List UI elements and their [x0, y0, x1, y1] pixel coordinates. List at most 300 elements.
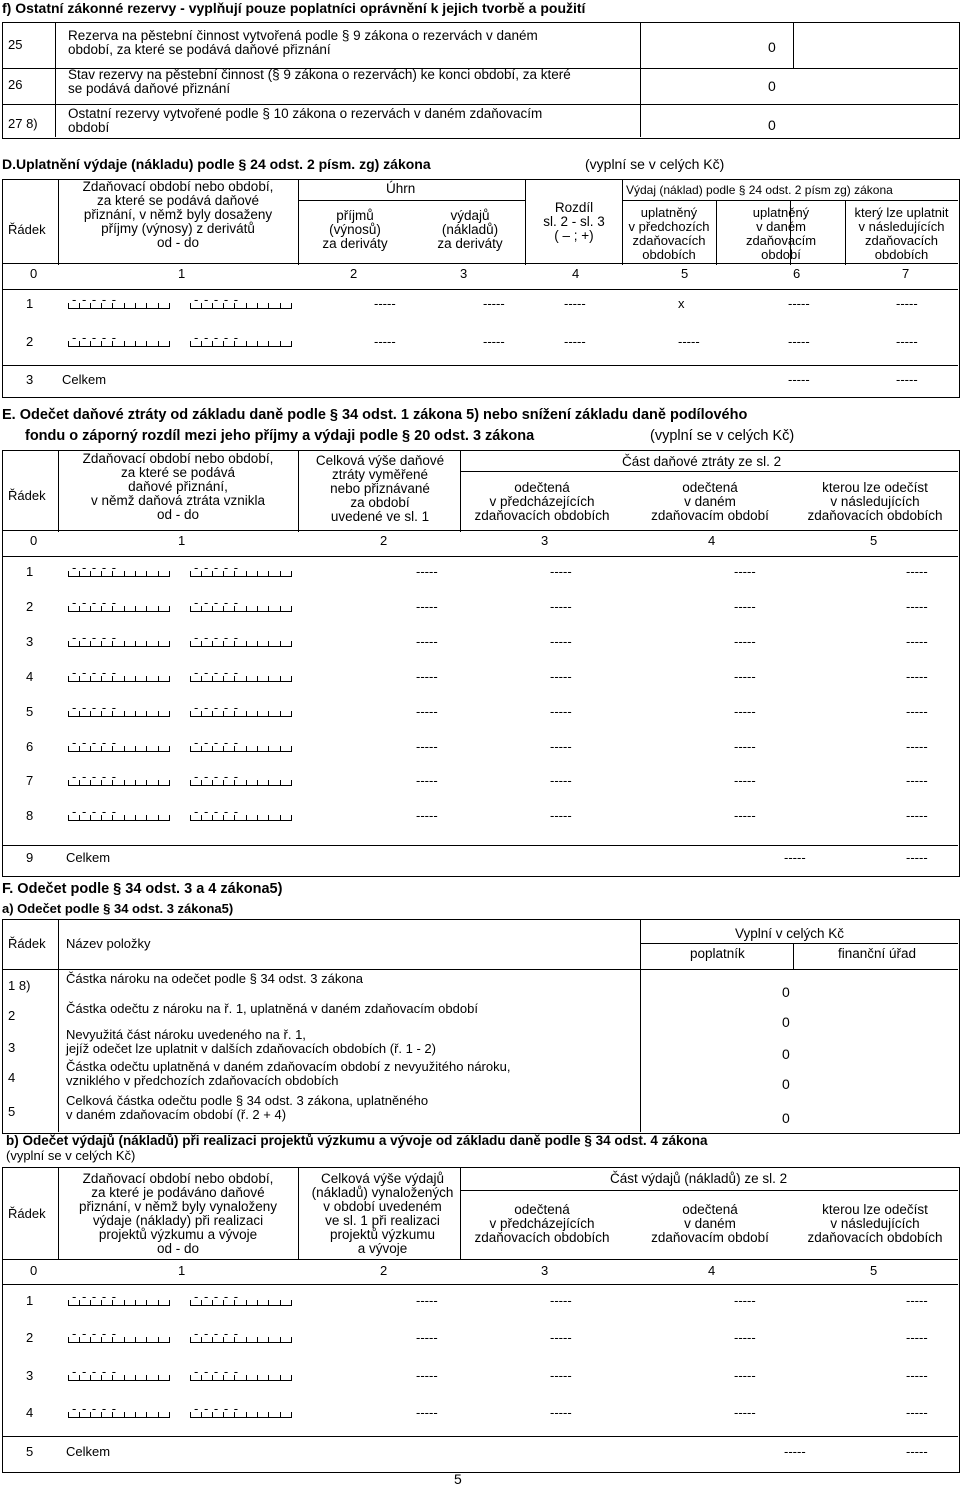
amount-cell[interactable]: ----- [550, 738, 572, 754]
column-number: 2 [350, 266, 358, 281]
date-to-field[interactable] [190, 1364, 292, 1381]
date-to-field[interactable] [190, 769, 292, 786]
date-tick [246, 1375, 247, 1380]
row-number: 5 [26, 1444, 34, 1459]
date-value: - - - - - [194, 699, 240, 715]
date-from-field[interactable] [68, 735, 170, 752]
rule [793, 22, 794, 68]
row-number: 2 [26, 334, 34, 349]
amount-cell[interactable]: ----- [550, 668, 572, 684]
amount-cell[interactable]: ----- [906, 1404, 928, 1420]
column-number: 2 [380, 1263, 388, 1278]
date-tick [124, 711, 125, 716]
header-radek: Řádek [8, 936, 46, 951]
date-tick [246, 571, 247, 576]
date-tick [257, 341, 258, 346]
column-number: 0 [30, 1263, 38, 1278]
date-tick [135, 1375, 136, 1380]
amount-cell[interactable]: ----- [483, 334, 505, 349]
date-value: - - - - - [72, 1289, 118, 1304]
amount-cell[interactable]: ----- [550, 703, 572, 719]
section-f2-title: F. Odečet podle § 34 odst. 3 a 4 zákona5) [2, 881, 283, 897]
date-tick [190, 711, 191, 716]
date-tick [169, 1337, 170, 1342]
date-tick [68, 571, 69, 576]
date-tick [257, 606, 258, 611]
date-tick [146, 676, 147, 681]
rule [58, 450, 59, 532]
date-tick [158, 1337, 159, 1342]
rule [2, 1436, 958, 1437]
section-f-title: f) Ostatní zákonné rezervy - vyplňují pouze poplatníci oprávnění k jejich tvorbě a použití [2, 0, 586, 16]
amount-cell[interactable]: ----- [734, 703, 756, 719]
date-tick [158, 1412, 159, 1417]
date-tick [68, 711, 69, 716]
header-col7: který lze uplatnit v následujících zdaňovacích obdobích [854, 205, 949, 262]
date-tick [135, 1412, 136, 1417]
row-number: 8 [26, 808, 34, 824]
amount-cell[interactable]: ----- [734, 1404, 756, 1420]
amount-cell[interactable]: ----- [550, 1293, 572, 1308]
amount-cell[interactable]: ----- [550, 633, 572, 649]
row-number: 1 [26, 564, 34, 579]
date-tick [68, 1412, 69, 1417]
date-tick [146, 341, 147, 346]
date-tick [257, 780, 258, 785]
row-description: Částka odečtu z nároku na ř. 1, uplatněná v daném zdaňovacím období [66, 1001, 478, 1016]
date-tick [246, 341, 247, 346]
date-from-field[interactable] [68, 630, 170, 647]
amount-cell[interactable]: ----- [678, 334, 700, 349]
date-tick [135, 780, 136, 785]
date-tick [280, 815, 281, 820]
amount-cell[interactable]: ----- [416, 773, 438, 789]
date-tick [291, 676, 292, 681]
date-tick [291, 815, 292, 820]
date-value: - - - - - [194, 560, 240, 575]
rule [640, 919, 641, 1132]
amount-cell[interactable]: ----- [550, 564, 572, 579]
amount-cell[interactable]: ----- [906, 808, 928, 824]
rule [2, 1259, 958, 1260]
row-number: 5 [8, 1104, 16, 1119]
amount-cell[interactable]: ----- [550, 773, 572, 789]
date-tick [158, 780, 159, 785]
date-tick [190, 571, 191, 576]
deduction-value[interactable]: 0 [782, 1046, 790, 1062]
date-tick [268, 1337, 269, 1342]
date-tick [280, 1300, 281, 1305]
date-value: - - - - - [194, 330, 240, 345]
amount-cell[interactable]: ----- [896, 334, 918, 349]
date-tick [68, 606, 69, 611]
section-e-title-line2: fondu o záporný rozdíl mezi jeho příjmy a výdaji podle § 20 odst. 3 zákona [25, 428, 535, 444]
date-tick [291, 1375, 292, 1380]
date-tick [268, 1375, 269, 1380]
date-to-field[interactable] [190, 1326, 292, 1343]
amount-cell[interactable]: ----- [550, 1330, 572, 1346]
amount-cell[interactable]: ----- [416, 703, 438, 719]
amount-cell[interactable]: ----- [416, 1367, 438, 1383]
date-tick [257, 1375, 258, 1380]
amount-cell[interactable]: ----- [734, 668, 756, 684]
date-tick [268, 606, 269, 611]
header-total-expenses: Celková výše výdajů (nákladů) vynaložených v období uvedeném ve sl. 1 při realizaci projektů výzkumu a vývoje [311, 1171, 454, 1256]
header-loss-group: Část daňové ztráty ze sl. 2 [622, 454, 782, 469]
date-tick [68, 815, 69, 820]
date-tick [158, 746, 159, 751]
date-value: - - - - - [194, 1363, 240, 1379]
amount-cell[interactable]: ----- [896, 296, 918, 311]
date-tick [158, 1375, 159, 1380]
header-col6: uplatněný v daném zdaňovacím období [745, 205, 817, 262]
date-tick [291, 1412, 292, 1417]
date-value: - - - - - [72, 804, 118, 820]
section-d-title: D.Uplatnění výdaje (nákladu) podle § 24 odst. 2 písm. zg) zákona [2, 156, 431, 172]
date-from-field[interactable] [68, 1401, 170, 1418]
date-tick [291, 746, 292, 751]
date-tick [257, 676, 258, 681]
date-value: - - - - - [194, 769, 240, 785]
date-from-field[interactable] [68, 700, 170, 717]
date-tick [280, 303, 281, 308]
amount-cell[interactable]: ----- [788, 296, 810, 311]
date-tick [146, 641, 147, 646]
header-col5: kterou lze odečíst v následujících zdaňovacích obdobích [807, 480, 943, 523]
date-value: - - - - - [72, 292, 118, 307]
reserve-value[interactable]: 0 [768, 39, 776, 55]
date-tick [291, 1337, 292, 1342]
total-cell[interactable]: ----- [906, 1444, 928, 1459]
row-number: 4 [26, 668, 34, 684]
date-tick [257, 1300, 258, 1305]
date-from-field[interactable] [68, 560, 170, 577]
header-income: příjmů (výnosů) za deriváty [322, 208, 388, 251]
total-cell[interactable]: ----- [784, 1444, 806, 1459]
date-tick [190, 1300, 191, 1305]
column-number: 5 [870, 1263, 878, 1278]
amount-cell[interactable]: ----- [416, 598, 438, 614]
date-to-field[interactable] [190, 804, 292, 821]
date-tick [246, 711, 247, 716]
date-from-field[interactable] [68, 595, 170, 612]
amount-cell[interactable]: ----- [416, 1330, 438, 1346]
date-value: - - - - - [194, 594, 240, 610]
amount-cell[interactable]: ----- [734, 564, 756, 579]
header-period: Zdaňovací období nebo období, za které je podáváno daňové přiznání, v němž byly vynaloženy výdaje (náklady) při realizaci projektů výzkumu a vývoje od - do [78, 1171, 278, 1256]
date-tick [246, 606, 247, 611]
date-tick [246, 780, 247, 785]
date-from-field[interactable] [68, 330, 170, 347]
date-tick [68, 1300, 69, 1305]
amount-cell[interactable]: ----- [483, 296, 505, 311]
date-tick [268, 711, 269, 716]
date-tick [68, 780, 69, 785]
rule [2, 556, 958, 557]
date-tick [68, 341, 69, 346]
date-tick [268, 1300, 269, 1305]
amount-cell[interactable]: ----- [416, 564, 438, 579]
amount-cell[interactable]: ----- [416, 1404, 438, 1420]
amount-cell[interactable]: ----- [564, 296, 586, 311]
date-tick [124, 780, 125, 785]
date-tick [124, 303, 125, 308]
amount-cell[interactable]: ----- [906, 703, 928, 719]
date-tick [169, 641, 170, 646]
date-to-field[interactable] [190, 292, 292, 309]
date-tick [190, 815, 191, 820]
date-tick [146, 780, 147, 785]
date-value: - - - - - [194, 1400, 240, 1416]
header-office: finanční úřad [838, 946, 917, 961]
date-from-field[interactable] [68, 1364, 170, 1381]
amount-cell[interactable]: ----- [374, 334, 396, 349]
total-label: Celkem [66, 1444, 111, 1459]
column-number: 1 [178, 533, 186, 548]
date-to-field[interactable] [190, 595, 292, 612]
date-tick [190, 341, 191, 346]
date-tick [124, 676, 125, 681]
rule [2, 263, 958, 264]
row-number: 1 [26, 296, 34, 311]
rule [793, 943, 794, 969]
date-value: - - - - - [194, 1289, 240, 1304]
date-value: - - - - - [72, 699, 118, 715]
date-value: - - - - - [72, 664, 118, 680]
amount-cell[interactable]: ----- [906, 1293, 928, 1308]
date-value: - - - - - [194, 292, 240, 307]
total-cell[interactable]: ----- [784, 850, 806, 865]
date-tick [158, 606, 159, 611]
section-e-title: E. Odečet daňové ztráty od základu daně podle § 34 odst. 1 zákona 5) nebo snížení základu daně podílového [2, 407, 748, 423]
date-tick [158, 641, 159, 646]
row-number: 2 [8, 1008, 16, 1023]
deduction-value[interactable]: 0 [782, 1076, 790, 1092]
row-description: Nevyužitá část nároku uvedeného na ř. 1, jejíž odečet lze uplatnit v dalších zdaňovacích obdobích (ř. 1 - 2) [66, 1027, 436, 1056]
date-tick [124, 571, 125, 576]
date-from-field[interactable] [68, 1326, 170, 1343]
amount-cell[interactable]: ----- [906, 773, 928, 789]
date-tick [169, 711, 170, 716]
section-note: (vyplní se v celých Kč) [650, 428, 795, 444]
date-to-field[interactable] [190, 1289, 292, 1306]
date-tick [169, 780, 170, 785]
date-tick [291, 571, 292, 576]
column-number: 4 [572, 266, 580, 281]
date-tick [291, 780, 292, 785]
amount-cell[interactable]: ----- [906, 738, 928, 754]
header-payer: poplatník [690, 946, 745, 961]
header-expense-group: Výdaj (náklad) podle § 24 odst. 2 písm zg) zákona [626, 183, 893, 197]
column-number: 4 [708, 533, 716, 548]
amount-cell[interactable]: ----- [906, 564, 928, 579]
rule [460, 471, 958, 472]
row-number: 27 8) [8, 116, 38, 131]
deduction-value[interactable]: 0 [782, 1110, 790, 1126]
date-to-field[interactable] [190, 665, 292, 682]
date-tick [291, 606, 292, 611]
column-number: 1 [178, 1263, 186, 1278]
row-number: 2 [26, 598, 34, 614]
amount-cell[interactable]: ----- [550, 598, 572, 614]
date-from-field[interactable] [68, 1289, 170, 1306]
amount-cell[interactable]: ----- [416, 808, 438, 824]
header-expenses: výdajů (nákladů) za deriváty [437, 208, 503, 251]
amount-cell[interactable]: ----- [906, 633, 928, 649]
header-col4: odečtená v daném zdaňovacím období [651, 480, 769, 523]
date-tick [190, 1337, 191, 1342]
date-value: - - - - - [72, 1326, 118, 1342]
date-tick [135, 746, 136, 751]
header-period: Zdaňovací období nebo období, za které se podává daňové přiznání, v němž daňová ztráta vznikla od - do [82, 451, 274, 522]
total-cell[interactable]: ----- [896, 372, 918, 387]
rule [2, 530, 958, 531]
row-number: 1 8) [8, 978, 31, 993]
date-value: - - - - - [72, 629, 118, 645]
amount-cell[interactable]: ----- [906, 1330, 928, 1346]
rule [460, 450, 461, 532]
rule [2, 1284, 958, 1285]
amount-cell[interactable]: ----- [550, 1404, 572, 1420]
deduction-value[interactable]: 0 [782, 1014, 790, 1030]
date-tick [268, 571, 269, 576]
date-tick [190, 606, 191, 611]
amount-cell[interactable]: x [678, 296, 685, 311]
amount-cell[interactable]: ----- [416, 1293, 438, 1308]
date-tick [124, 606, 125, 611]
header-radek: Řádek [8, 1206, 46, 1221]
amount-cell[interactable]: ----- [734, 808, 756, 824]
deduction-value[interactable]: 0 [782, 984, 790, 1000]
rule [58, 179, 59, 265]
date-tick [158, 571, 159, 576]
date-from-field[interactable] [68, 665, 170, 682]
row-number: 9 [26, 850, 34, 865]
date-tick [246, 815, 247, 820]
header-col3: odečtená v předcházejících zdaňovacích obdobích [474, 1202, 610, 1245]
amount-cell[interactable]: ----- [734, 1330, 756, 1346]
date-tick [257, 303, 258, 308]
amount-cell[interactable]: ----- [734, 1367, 756, 1383]
header-period: Zdaňovací období nebo období, za které se podává daňové přiznání, v němž byly dosaženy příjmy (výnosy) z derivátů od - do [82, 179, 274, 250]
date-tick [268, 341, 269, 346]
date-tick [135, 711, 136, 716]
header-radek: Řádek [8, 222, 46, 237]
date-tick [280, 711, 281, 716]
column-number: 3 [541, 1263, 549, 1278]
date-from-field[interactable] [68, 292, 170, 309]
date-tick [246, 676, 247, 681]
column-number: 5 [870, 533, 878, 548]
date-tick [257, 746, 258, 751]
date-tick [246, 1337, 247, 1342]
date-tick [169, 303, 170, 308]
date-tick [280, 1412, 281, 1417]
date-tick [135, 815, 136, 820]
rule [55, 22, 56, 137]
date-to-field[interactable] [190, 1401, 292, 1418]
amount-cell[interactable]: ----- [734, 738, 756, 754]
date-tick [190, 746, 191, 751]
column-number: 0 [30, 266, 38, 281]
date-to-field[interactable] [190, 630, 292, 647]
date-to-field[interactable] [190, 735, 292, 752]
row-number: 3 [26, 1367, 34, 1383]
date-from-field[interactable] [68, 804, 170, 821]
date-value: - - - - - [194, 734, 240, 750]
total-label: Celkem [66, 850, 111, 865]
total-cell[interactable]: ----- [906, 850, 928, 865]
row-number: 4 [26, 1404, 34, 1420]
row-number: 26 [8, 77, 23, 92]
amount-cell[interactable]: ----- [734, 773, 756, 789]
amount-cell[interactable]: ----- [550, 1367, 572, 1383]
amount-cell[interactable]: ----- [734, 1293, 756, 1308]
row-number: 3 [26, 633, 34, 649]
date-tick [268, 641, 269, 646]
column-number: 6 [793, 266, 801, 281]
page-number: 5 [454, 1471, 462, 1487]
amount-cell[interactable]: ----- [374, 296, 396, 311]
rule [640, 943, 958, 944]
date-tick [169, 1412, 170, 1417]
header-radek: Řádek [8, 488, 46, 503]
row-number: 3 [26, 372, 34, 387]
row-description: Ostatní rezervy vytvořené podle § 10 zákona o rezervách v daném zdaňovacím období [68, 106, 543, 135]
date-to-field[interactable] [190, 330, 292, 347]
date-tick [124, 746, 125, 751]
row-description: Stav rezervy na pěstební činnost (§ 9 zákona o rezervách) ke konci období, za které se podává daňové přiznání [68, 67, 571, 96]
date-tick [291, 1300, 292, 1305]
rule [298, 1167, 299, 1260]
amount-cell[interactable]: ----- [788, 334, 810, 349]
date-to-field[interactable] [190, 560, 292, 577]
reserve-value[interactable]: 0 [768, 78, 776, 94]
total-cell[interactable]: ----- [788, 372, 810, 387]
amount-cell[interactable]: ----- [416, 633, 438, 649]
date-tick [169, 571, 170, 576]
date-to-field[interactable] [190, 700, 292, 717]
reserve-value[interactable]: 0 [768, 117, 776, 133]
date-value: - - - - - [72, 734, 118, 750]
column-number: 3 [460, 266, 468, 281]
date-from-field[interactable] [68, 769, 170, 786]
date-value: - - - - - [72, 1363, 118, 1379]
amount-cell[interactable]: ----- [734, 633, 756, 649]
amount-cell[interactable]: ----- [906, 1367, 928, 1383]
row-number: 5 [26, 703, 34, 719]
amount-cell[interactable]: ----- [906, 598, 928, 614]
date-tick [169, 1300, 170, 1305]
amount-cell[interactable]: ----- [906, 668, 928, 684]
date-tick [68, 641, 69, 646]
date-tick [257, 571, 258, 576]
amount-cell[interactable]: ----- [550, 808, 572, 824]
date-tick [291, 711, 292, 716]
date-tick [169, 746, 170, 751]
date-tick [146, 571, 147, 576]
date-tick [268, 303, 269, 308]
date-tick [68, 676, 69, 681]
date-tick [190, 641, 191, 646]
amount-cell[interactable]: ----- [734, 598, 756, 614]
date-tick [280, 606, 281, 611]
amount-cell[interactable]: ----- [416, 668, 438, 684]
amount-cell[interactable]: ----- [416, 738, 438, 754]
section-f2-subtitle: a) Odečet podle § 34 odst. 3 zákona5) [2, 901, 234, 916]
amount-cell[interactable]: ----- [564, 334, 586, 349]
header-uhrn: Úhrn [386, 181, 416, 196]
